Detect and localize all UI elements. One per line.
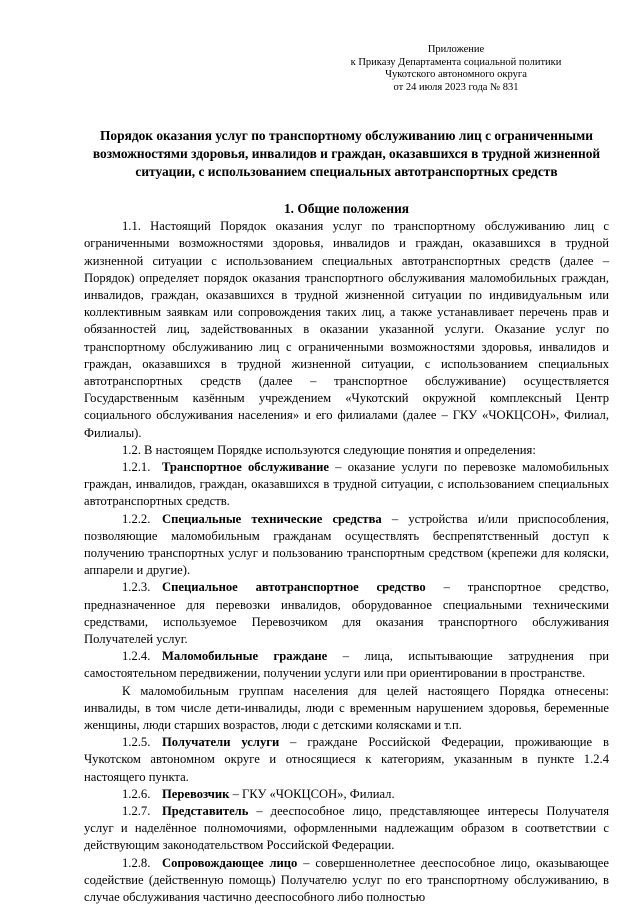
paragraph-1-1: 1.1. Настоящий Порядок оказания услуг по транспортному обслуживанию лиц с ограниченными возможностями здоровья, инвалидов и граждан, оказавшихся в трудной жизненной ситуации с использованием специальных автотранспортных средств (далее – Порядок) определяет порядок оказания транспортного обслуживания маломобильных граждан, инвалидов, граждан, оказавшихся в трудной жизненной ситуации по индивидуальным или коллективным заявкам или сопровождения таких лиц, а также устанавливает перечень прав и обязанностей лиц, задействованных в оказании указанной услуги. Оказание услуг по транспортному обслуживанию лиц с ограниченными возможностями здоровья, инвалидов и граждан, оказавшихся в трудной жизненной ситуации, с использованием специальных автотранспортных средств (далее – транспортное обслуживание) осуществляется Государственным казённым учреждением «Чукотский окружной комплексный Центр социального обслуживания населения» и его филиалами (далее – ГКУ «ЧОКЦСОН», Филиал, Филиалы). bbox=[84, 219, 609, 440]
definition-1-2-4 bbox=[84, 648, 609, 682]
term: Транспортное обслуживание bbox=[162, 460, 329, 474]
definition-text: – совершеннолетнее дееспособное лицо, оказывающее содействие (действенную помощь) Получателю услуг по его транспортному обслуживанию, в случае обслуживания частично дееспособного либо полностью bbox=[84, 855, 609, 905]
definition-text: – ГКУ «ЧОКЦСОН», Филиал. bbox=[229, 786, 395, 801]
definition-text: – дееспособное лицо, представляющее интересы Получателя услуг и наделённое полномочиями, оформленными надлежащим образом в соответствии с действующим законодательством Российской Федерации. bbox=[84, 804, 609, 853]
clause-number: 1.2.1. bbox=[122, 460, 151, 474]
definition-1-2-8 bbox=[84, 855, 609, 906]
approval-line: Приложение bbox=[427, 44, 485, 55]
document-title: Порядок оказания услуг по транспортному обслуживанию лиц с ограниченными возможностями здоровья, инвалидов и граждан, оказавшихся в трудной жизненной ситуации, с использованием специальных автотранспортных средств bbox=[92, 128, 601, 179]
definition-1-2-2 bbox=[84, 511, 609, 580]
term: Получатели услуги bbox=[162, 735, 280, 750]
approval-line: к Приказу Департамента социальной политики bbox=[350, 56, 562, 68]
definition-text: – транспортное средство, предназначенное для перевозки инвалидов, оборудованное специальными техническими средствами, используемое Перевозчиком для оказания транспортного обслуживания Получателей услуг. bbox=[84, 580, 609, 647]
definition-text: – граждане Российской Федерации, проживающие в Чукотском автономном округе и относящиеся к категориям, указанным в пункте 1.2.4 настоящего пункта. bbox=[84, 735, 609, 784]
term: Сопровождающее лицо bbox=[162, 855, 298, 870]
approval-line: от 24 июля 2023 года № 831 bbox=[393, 81, 519, 93]
paragraph-mobility-groups: К маломобильным группам населения для целей настоящего Порядка отнесены: инвалиды, в том числе дети-инвалиды, люди с временным нарушением здоровья, беременные женщины, люди старших возрастов, люди с детскими колясками и т.п. bbox=[84, 683, 609, 733]
definition-1-2-1 bbox=[84, 459, 609, 511]
definition-text: – лица, испытывающие затруднения при самостоятельном передвижении, получении услуги или при ориентировании в пространстве. bbox=[84, 649, 609, 681]
definition-text: – устройства и/или приспособления, позволяющие маломобильным гражданам осуществлять беспрепятственный доступ к получению транспортных услуг и пользованию транспортным средством (крепежи для коляски, аппарели и другие). bbox=[84, 511, 609, 578]
definition-1-2-3 bbox=[84, 579, 609, 648]
term: Представитель bbox=[162, 804, 249, 819]
clause-number: 1.2.6. bbox=[122, 786, 151, 801]
clause-number: 1.2.8. bbox=[122, 855, 151, 870]
clause-number: 1.2.2. bbox=[122, 511, 151, 526]
definition-text: – оказание услуги по перевозке маломобильных граждан, инвалидов, граждан, оказавшихся в трудной ситуации, с использованием специальных автотранспортных средств. bbox=[84, 460, 609, 509]
term: Специальное автотранспортное средство bbox=[162, 580, 426, 595]
term: Маломобильные граждане bbox=[162, 649, 328, 664]
definition-1-2-6 bbox=[84, 786, 609, 803]
term: Перевозчик bbox=[162, 786, 230, 801]
clause-number: 1.2.4. bbox=[122, 649, 151, 664]
definition-1-2-7 bbox=[84, 803, 609, 855]
definition-1-2-5 bbox=[84, 734, 609, 786]
clause-number: 1.2.5. bbox=[122, 735, 151, 750]
clause-number: 1.2.7. bbox=[122, 804, 151, 819]
term: Специальные технические средства bbox=[162, 511, 382, 526]
approval-line: Чукотского автономного округа bbox=[385, 69, 527, 81]
clause-number: 1.2.3. bbox=[122, 580, 151, 595]
paragraph-1-2: 1.2. В настоящем Порядке используются следующие понятия и определения: bbox=[122, 442, 536, 457]
section-title: 1. Общие положения bbox=[283, 201, 410, 217]
approval-block bbox=[332, 44, 609, 94]
